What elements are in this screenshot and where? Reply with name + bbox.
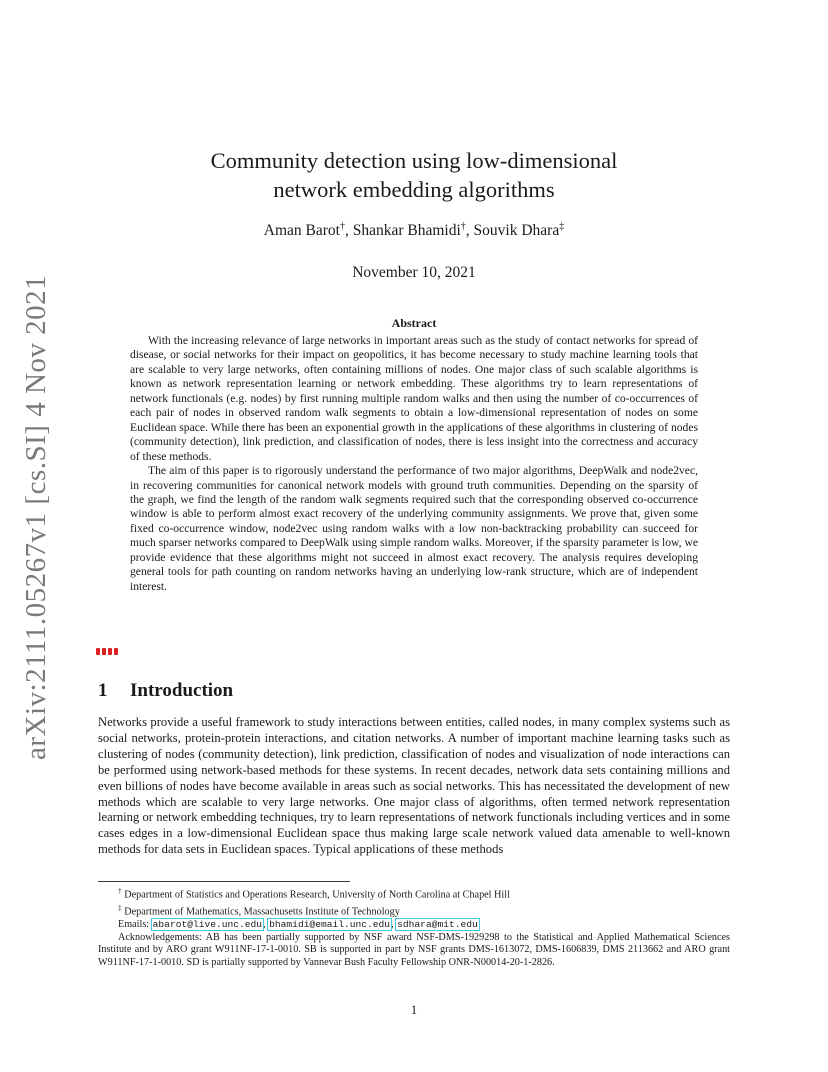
author-list [110, 221, 718, 240]
author-name: Shankar Bhamidi [352, 222, 461, 240]
email-link[interactable]: sdhara@mit.edu [397, 918, 478, 930]
author-name: Aman Barot [263, 222, 340, 240]
affiliation-mark: † [460, 221, 466, 232]
abstract-body [130, 334, 698, 594]
section-title: Introduction [130, 680, 234, 701]
footnote-text: Department of Mathematics, Massachusetts Institute of Technology [124, 906, 400, 918]
abstract-paragraph: With the increasing relevance of large networks in important areas such as the study of contact networks for spread of disease, or social networks for their impact on geopolitics, it has become necessary to study machine learning tools that are scalable to very large networks, often containing millions of nodes. One major class of such scalable algorithms is known as network representation learning or network embedding. These algorithms try to learn representations of network functionals (e.g. nodes) by first running multiple random walks and then using the number of co-occurrences of each pair of nodes in observed random walk segments to obtain a low-dimensional representation of nodes on some Euclidean space. While there has been an exponential growth in the applications of these algorithms in clustering of nodes (community detection), link prediction, and classification of nodes, there is less insight into the correctness and accuracy of these methods. [130, 334, 698, 463]
footnote-text: Department of Statistics and Operations Research, University of North Carolina at Chapel Hill [124, 889, 510, 901]
footnote-mark: † [118, 886, 122, 895]
email-link[interactable]: abarot@live.unc.edu [152, 918, 263, 930]
affiliation-mark: † [339, 221, 345, 232]
marker-block [108, 648, 112, 655]
email-link[interactable]: bhamidi@email.unc.edu [269, 918, 391, 930]
paper-title-line-2: network embedding algorithms [273, 177, 555, 202]
footnotes [98, 885, 730, 969]
marker-block [96, 648, 100, 655]
footnote-emails: Emails: abarot@live.unc.edu, bhamidi@email.unc.edu, sdhara@mit.edu [118, 918, 478, 930]
marker-block [102, 648, 106, 655]
abstract-heading: Abstract [391, 316, 437, 330]
footnote-acknowledgements: Acknowledgements: AB has been partially supported by NSF award NSF-DMS-1929298 to the Statistical and Applied Mathematical Sciences Institute and by ARO grant W911NF-17-1-0010. SB is supported in part by NSF grants DMS-1613072, DMS-1606839, DMS 2113662 and ARO grant W911NF-17-1-0010. SD is partially supported by Vannevar Bush Faculty Fellowship ONR-N00014-20-1-2826. [98, 931, 730, 968]
annotation-marker [96, 648, 118, 655]
author-separator: , [344, 222, 353, 240]
paper-title-line-1: Community detection using low-dimensional [210, 148, 618, 173]
footnote-affiliation-1 [98, 885, 730, 902]
arxiv-identifier-stamp: arXiv:2111.05267v1 [cs.SI] 4 Nov 2021 [20, 274, 52, 760]
emails-label: Emails: [118, 918, 150, 930]
introduction-paragraph: Networks provide a useful framework to study interactions between entities, called nodes, in many complex systems such as social networks, protein-protein interactions, and citation networks. A number of important machine learning tasks such as clustering of nodes (community detection), link prediction, classification of nodes and visualization of node interactions can be performed using network-based methods for these systems. In recent decades, network data sets containing millions and even billions of nodes have become available in areas such as social networks. This has necessitated the development of new methods which are scalable to very large networks. One major class of algorithms, often termed network representation learning or network embedding techniques, try to learn representations of network functionals including vertices and in some cases edges in a low-dimensional Euclidean space thus making large scale network valued data amenable to well-known methods for data sets in Euclidean spaces. Typical applications of these methods [98, 715, 730, 857]
paper-title [110, 146, 718, 204]
footnote-divider [98, 881, 350, 882]
section-number: 1 [98, 680, 108, 701]
page-number: 1 [410, 1003, 418, 1017]
marker-block [114, 648, 118, 655]
author-separator: , [465, 222, 474, 240]
affiliation-mark: ‡ [559, 221, 565, 232]
abstract-paragraph: The aim of this paper is to rigorously understand the performance of two major algorithms, DeepWalk and node2vec, in recovering communities for canonical network models with ground truth communities. Depending on the sparsity of the graph, we find the length of the random walk segments required such that the corresponding observed co-occurrence window is able to perform almost exact recovery of the underlying community assignments. We prove that, given some fixed co-occurrence window, node2vec using random walks with a low non-backtracking probability can succeed for much sparser networks compared to DeepWalk using simple random walks. Moreover, if the sparsity parameter is low, we provide evidence that these algorithms might not succeed in almost exact recovery. The analysis requires developing general tools for path counting on random networks having an underlying low-rank structure, which are of independent interest. [130, 464, 698, 593]
footnote-affiliation-2 [98, 902, 730, 919]
section-heading-introduction [98, 680, 233, 702]
publication-date: November 10, 2021 [352, 264, 476, 281]
author-name: Souvik Dhara [473, 222, 560, 240]
footnote-mark: ‡ [118, 902, 122, 912]
